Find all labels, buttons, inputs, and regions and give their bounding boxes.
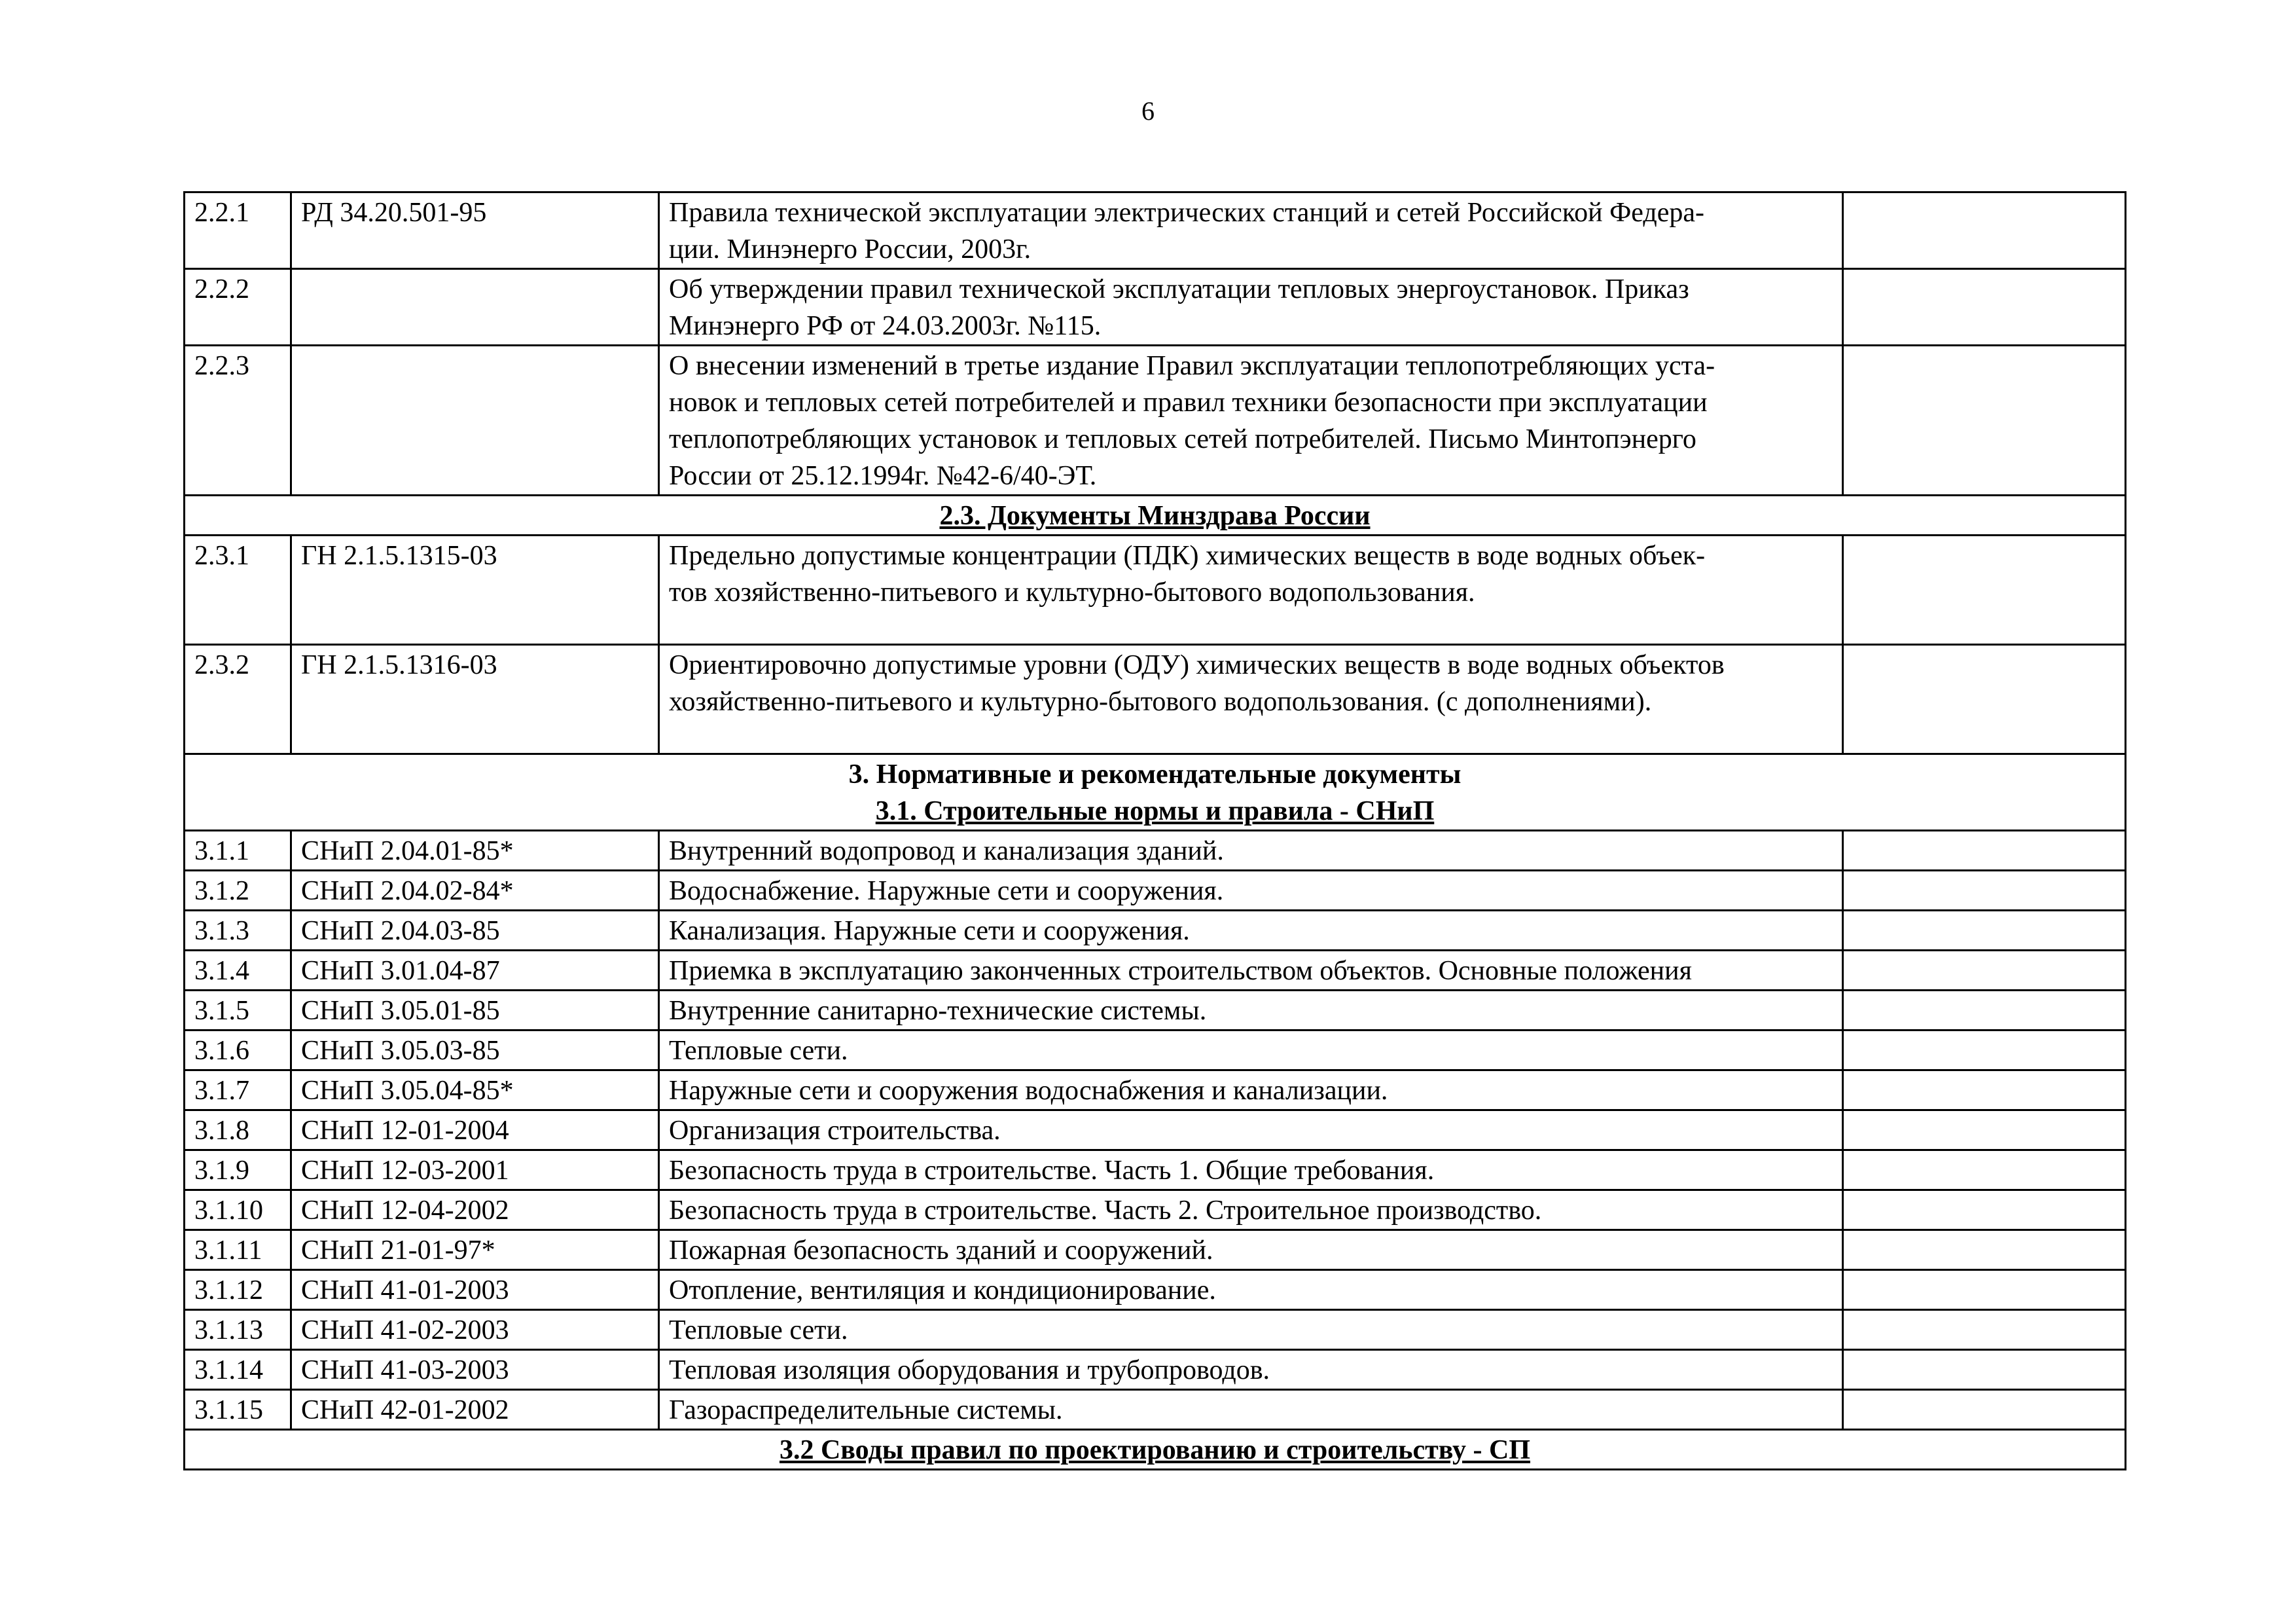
row-number: 3.1.13 — [185, 1310, 291, 1350]
table-row — [185, 346, 2126, 496]
document-title: Внутренние санитарно-технические системы. — [659, 991, 1843, 1030]
document-title: Отопление, вентиляция и кондиционирование. — [659, 1270, 1843, 1310]
notes-cell — [1843, 346, 2126, 496]
row-number: 3.1.2 — [185, 871, 291, 911]
table-row — [185, 1230, 2126, 1270]
document-code: СНиП 2.04.01-85* — [291, 831, 659, 871]
document-code: СНиП 2.04.02-84* — [291, 871, 659, 911]
document-title: О внесении изменений в третье издание Правил эксплуатации теплопотребляющих уста- новок и тепловых сетей потребителей и правил техники безопасности при эксплуатации теплопотребляющих установок и тепловых сетей потребителей. Письмо Минтопэнерго России от 25.12.1994г. №42-6/40-ЭТ. — [659, 346, 1843, 496]
row-number: 3.1.8 — [185, 1110, 291, 1150]
table-row — [185, 1310, 2126, 1350]
document-title: Тепловая изоляция оборудования и трубопроводов. — [659, 1350, 1843, 1390]
document-code: СНиП 3.05.04-85* — [291, 1070, 659, 1110]
table-row — [185, 1070, 2126, 1110]
notes-cell — [1843, 1150, 2126, 1190]
document-code: СНиП 41-01-2003 — [291, 1270, 659, 1310]
section-row — [185, 1430, 2126, 1470]
row-number: 3.1.15 — [185, 1390, 291, 1430]
document-title: Безопасность труда в строительстве. Часть 1. Общие требования. — [659, 1150, 1843, 1190]
notes-cell — [1843, 991, 2126, 1030]
table-row — [185, 536, 2126, 645]
table-row — [185, 911, 2126, 951]
notes-cell — [1843, 1070, 2126, 1110]
table-row — [185, 269, 2126, 346]
notes-cell — [1843, 1030, 2126, 1070]
row-number: 3.1.1 — [185, 831, 291, 871]
document-code: СНиП 3.05.01-85 — [291, 991, 659, 1030]
notes-cell — [1843, 1110, 2126, 1150]
notes-cell — [1843, 1230, 2126, 1270]
document-title: Водоснабжение. Наружные сети и сооружения. — [659, 871, 1843, 911]
document-code: СНиП 41-03-2003 — [291, 1350, 659, 1390]
table-row — [185, 871, 2126, 911]
row-number: 2.2.3 — [185, 346, 291, 496]
notes-cell — [1843, 645, 2126, 754]
notes-cell — [1843, 911, 2126, 951]
row-number: 2.3.2 — [185, 645, 291, 754]
row-number: 3.1.3 — [185, 911, 291, 951]
documents-table — [183, 191, 2126, 1470]
row-number: 2.2.1 — [185, 192, 291, 269]
row-number: 3.1.7 — [185, 1070, 291, 1110]
document-code: СНиП 12-01-2004 — [291, 1110, 659, 1150]
notes-cell — [1843, 1350, 2126, 1390]
document-code: РД 34.20.501-95 — [291, 192, 659, 269]
document-title: Тепловые сети. — [659, 1030, 1843, 1070]
section-heading: 2.3. Документы Минздрава России — [185, 496, 2126, 536]
row-number: 3.1.9 — [185, 1150, 291, 1190]
notes-cell — [1843, 831, 2126, 871]
document-title: Ориентировочно допустимые уровни (ОДУ) химических веществ в воде водных объектов хозяйственно-питьевого и культурно-бытового водопользования. (с дополнениями). — [659, 645, 1843, 754]
row-number: 3.1.14 — [185, 1350, 291, 1390]
section-heading: 3. Нормативные и рекомендательные документы 3.1. Строительные нормы и правила - СНиП — [185, 754, 2126, 831]
row-number: 3.1.5 — [185, 991, 291, 1030]
section-row — [185, 496, 2126, 536]
notes-cell — [1843, 1310, 2126, 1350]
row-number: 3.1.11 — [185, 1230, 291, 1270]
notes-cell — [1843, 536, 2126, 645]
row-number: 3.1.4 — [185, 951, 291, 991]
document-code: СНиП 3.01.04-87 — [291, 951, 659, 991]
document-code: СНиП 12-04-2002 — [291, 1190, 659, 1230]
notes-cell — [1843, 1390, 2126, 1430]
document-code: СНиП 2.04.03-85 — [291, 911, 659, 951]
table-row — [185, 991, 2126, 1030]
document-title: Безопасность труда в строительстве. Часть 2. Строительное производство. — [659, 1190, 1843, 1230]
document-code — [291, 269, 659, 346]
document-title: Правила технической эксплуатации электрических станций и сетей Российской Федера- ции. Минэнерго России, 2003г. — [659, 192, 1843, 269]
table-row — [185, 1190, 2126, 1230]
table-row — [185, 1350, 2126, 1390]
row-number: 3.1.10 — [185, 1190, 291, 1230]
row-number: 3.1.12 — [185, 1270, 291, 1310]
table-row — [185, 192, 2126, 269]
notes-cell — [1843, 1190, 2126, 1230]
table-row — [185, 1390, 2126, 1430]
table-row — [185, 1030, 2126, 1070]
page-number: 6 — [1141, 96, 1155, 126]
document-code: СНиП 3.05.03-85 — [291, 1030, 659, 1070]
document-title: Внутренний водопровод и канализация зданий. — [659, 831, 1843, 871]
document-code: ГН 2.1.5.1316-03 — [291, 645, 659, 754]
section-row — [185, 754, 2126, 831]
row-number: 3.1.6 — [185, 1030, 291, 1070]
document-title: Организация строительства. — [659, 1110, 1843, 1150]
table-row — [185, 1270, 2126, 1310]
row-number: 2.3.1 — [185, 536, 291, 645]
document-code: СНиП 41-02-2003 — [291, 1310, 659, 1350]
notes-cell — [1843, 871, 2126, 911]
table-row — [185, 1150, 2126, 1190]
table-row — [185, 951, 2126, 991]
document-code: СНиП 42-01-2002 — [291, 1390, 659, 1430]
notes-cell — [1843, 192, 2126, 269]
table-row — [185, 831, 2126, 871]
table-row — [185, 1110, 2126, 1150]
document-code: СНиП 12-03-2001 — [291, 1150, 659, 1190]
notes-cell — [1843, 269, 2126, 346]
document-title: Наружные сети и сооружения водоснабжения и канализации. — [659, 1070, 1843, 1110]
document-code: ГН 2.1.5.1315-03 — [291, 536, 659, 645]
row-number: 2.2.2 — [185, 269, 291, 346]
document-title: Тепловые сети. — [659, 1310, 1843, 1350]
document-code — [291, 346, 659, 496]
notes-cell — [1843, 1270, 2126, 1310]
document-title: Канализация. Наружные сети и сооружения. — [659, 911, 1843, 951]
section-heading: 3.2 Своды правил по проектированию и строительству - СП — [185, 1430, 2126, 1470]
document-code: СНиП 21-01-97* — [291, 1230, 659, 1270]
document-title: Приемка в эксплуатацию законченных строительством объектов. Основные положения — [659, 951, 1843, 991]
document-title: Предельно допустимые концентрации (ПДК) химических веществ в воде водных объек- тов хозяйственно-питьевого и культурно-бытового водопользования. — [659, 536, 1843, 645]
document-title: Газораспределительные системы. — [659, 1390, 1843, 1430]
notes-cell — [1843, 951, 2126, 991]
table-row — [185, 645, 2126, 754]
document-title: Об утверждении правил технической эксплуатации тепловых энергоустановок. Приказ Минэнерго РФ от 24.03.2003г. №115. — [659, 269, 1843, 346]
document-title: Пожарная безопасность зданий и сооружений. — [659, 1230, 1843, 1270]
